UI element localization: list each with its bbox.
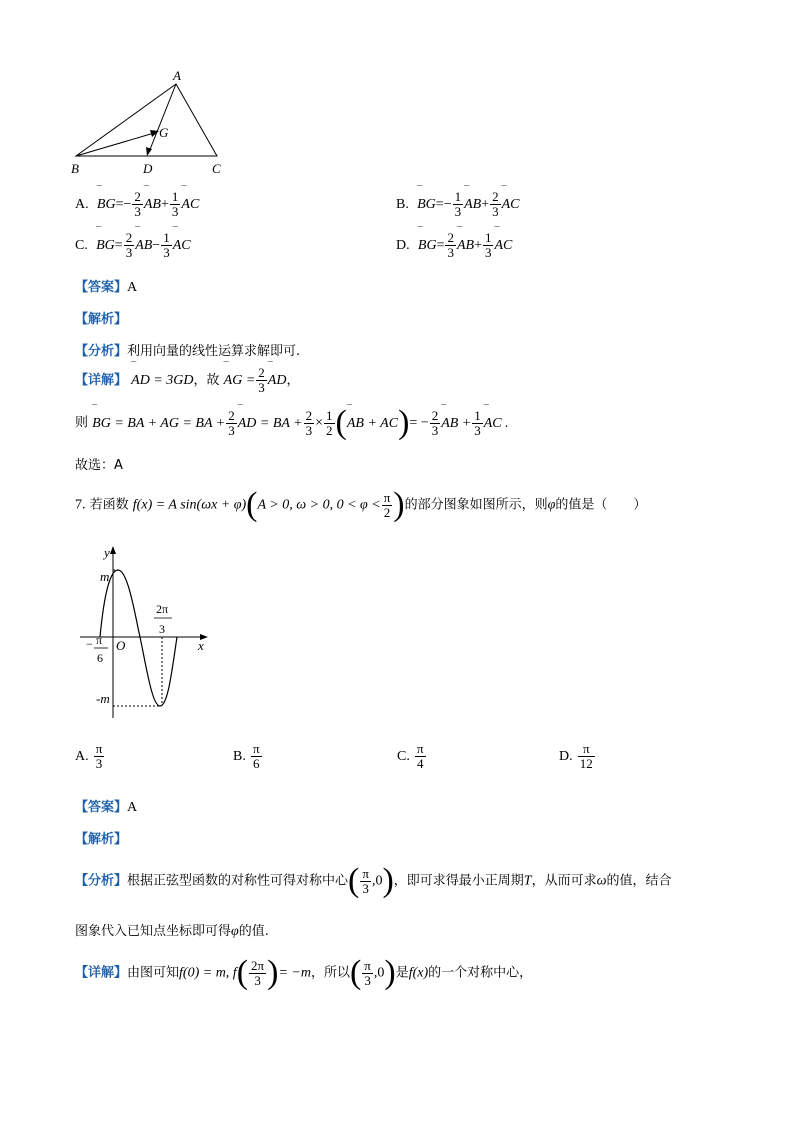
svg-text:m: m bbox=[100, 569, 110, 584]
q7-option-b: B. $\frac{\pi}{6}$ bbox=[233, 741, 260, 771]
q7-option-c: C. $\frac{\pi}{4}$ bbox=[397, 741, 424, 771]
svg-text:y: y bbox=[104, 545, 110, 560]
q7-analysis-tag: 【解析】 bbox=[75, 832, 128, 847]
svg-text:2π: 2π bbox=[156, 602, 169, 616]
q7-fenxi-line2: 图象代入已知点坐标即可得φ的值. bbox=[75, 924, 269, 939]
q7-detail: 【详解】由图可知f(0) = m, f( $\frac{2\pi}{3}$ )= −m，所以( $\frac{\pi}{3}$ ,0)是f(x)的一个对称中心， bbox=[75, 954, 533, 991]
q6-option-d: D. ‾‾ BG= $\frac{2}{3}$ ‾‾ AB+ $\frac{1}{3}$ ‾‾ AC bbox=[396, 231, 512, 260]
q6-option-a: A. ‾‾ BG=− $\frac{2}{3}$ ‾‾ AB+ $\frac{1}{3}$ ‾‾ AC bbox=[75, 190, 199, 219]
q6-choose: 故选：A bbox=[75, 458, 123, 473]
q7-option-a: A. $\frac{\pi}{3}$ bbox=[75, 741, 103, 771]
vector-bg bbox=[76, 133, 154, 156]
label-c: C bbox=[212, 161, 221, 176]
svg-text:6: 6 bbox=[97, 651, 103, 665]
label-a: A bbox=[173, 68, 181, 83]
svg-text:3: 3 bbox=[159, 622, 165, 636]
q7-answer: 【答案】A bbox=[75, 800, 138, 815]
q6-option-b: B. ‾‾ BG=− $\frac{1}{3}$ ‾‾ AB+ $\frac{2}{3}$ ‾‾ AC bbox=[396, 190, 520, 219]
svg-text:-m: -m bbox=[96, 691, 110, 706]
q7-fenxi-line1: 【分析】根据正弦型函数的对称性可得对称中心( $\frac{\pi}{3}$ ,0)，即可求得最小正周期T，从而可求ω的值，结合 bbox=[75, 862, 672, 899]
triangle-figure bbox=[65, 62, 235, 180]
q7-stem: 7. 若函数 f(x) = A sin(ωx + φ)(A > 0, ω > 0, 0 < φ < $\frac{\pi}{2}$ )的部分图象如图所示，则φ的值是（ ） bbox=[75, 486, 647, 523]
q6-answer: 【答案】A bbox=[75, 280, 138, 295]
label-b: B bbox=[71, 161, 79, 176]
label-g: G bbox=[159, 125, 169, 140]
q6-option-c: C. ‾‾ BG= $\frac{2}{3}$ ‾‾ AB− $\frac{1}{3}$ ‾‾ AC bbox=[75, 231, 191, 260]
svg-text:O: O bbox=[116, 638, 126, 653]
q6-analysis-tag: 【解析】 bbox=[75, 312, 128, 327]
svg-text:−: − bbox=[86, 637, 93, 651]
svg-text:π: π bbox=[96, 633, 103, 647]
q6-fenxi: 【分析】利用向量的线性运算求解即可. bbox=[75, 344, 301, 359]
sine-curve bbox=[100, 570, 177, 706]
q7-option-d: D. $\frac{\pi}{12}$ bbox=[559, 741, 593, 771]
label-d: D bbox=[143, 161, 153, 176]
q6-detail-line2: 则 ‾‾ BG = BA + AG = BA + $\frac{2}{3}$ ‾‾ AD = BA + $\frac{2}{3}$ × $\frac{1}{2}$ (‾‾ AB + AC)= − $\frac{2}{3}$ ‾‾ AB + $\frac{1}{3}$ ‾‾ AC . bbox=[75, 406, 509, 440]
q6-detail-line1: 【详解】 ‾‾ AD = 3GD，故 ‾‾ AG = $\frac{2}{3}$ ‾‾ AD， bbox=[75, 366, 299, 395]
sine-graph bbox=[80, 540, 220, 725]
svg-text:x: x bbox=[198, 638, 204, 653]
